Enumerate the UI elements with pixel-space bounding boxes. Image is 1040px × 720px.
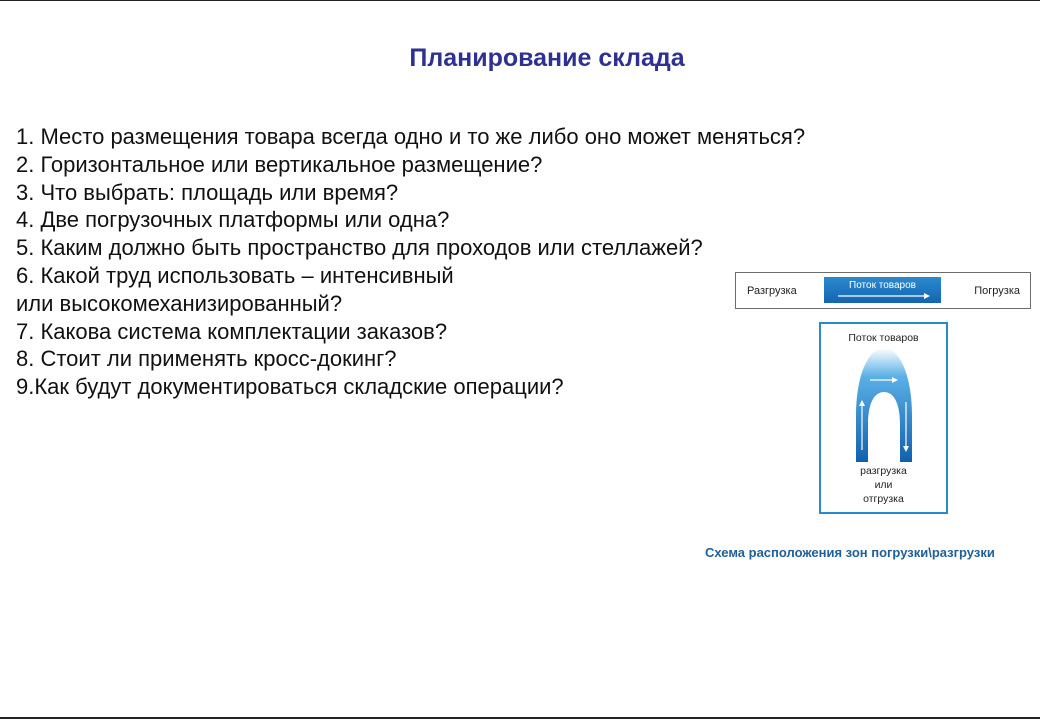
slide-top-border <box>0 0 1040 1</box>
question-item: 4. Две погрузочных платформы или одна? <box>16 207 450 233</box>
question-item: 5. Каким должно быть пространство для проходов или стеллажей? <box>16 235 703 261</box>
question-item: 3. Что выбрать: площадь или время? <box>16 179 399 205</box>
slide-bottom-border <box>0 717 1040 719</box>
question-item: 6. Какой труд использовать – интенсивный <box>16 262 454 288</box>
question-item: 2. Горизонтальное или вертикальное размещение? <box>16 151 543 177</box>
question-item: 8. Стоит ли применять кросс-докинг? <box>16 346 397 372</box>
arch-label-line: отгрузка <box>863 493 904 505</box>
u-flow-arch <box>854 346 914 464</box>
question-item: 1. Место размещения товара всегда одно и то же либо оно может меняться? <box>16 124 806 149</box>
arch-label-line: разгрузка <box>860 465 907 477</box>
diagram-caption: Схема расположения зон погрузки\разгрузки <box>705 545 995 560</box>
question-item-continuation: или высокомеханизированный? <box>16 290 343 316</box>
question-list <box>16 123 805 401</box>
unloading-label: Разгрузка <box>747 285 797 297</box>
arch-label-line: или <box>874 479 893 491</box>
unloading-or-shipping-label <box>821 464 946 506</box>
goods-flow-band <box>824 277 941 303</box>
linear-flow-diagram <box>735 272 1031 309</box>
right-arrow-icon <box>838 293 930 299</box>
u-flow-diagram <box>819 322 948 514</box>
question-item: 7. Какова система комплектации заказов? <box>16 318 448 344</box>
goods-flow-label: Поток товаров <box>849 280 916 291</box>
loading-label: Погрузка <box>974 285 1020 297</box>
goods-flow-label: Поток товаров <box>848 332 919 344</box>
question-item: 9.Как будут документироваться складские операции? <box>16 374 564 400</box>
slide-title: Планирование склада <box>409 44 685 72</box>
